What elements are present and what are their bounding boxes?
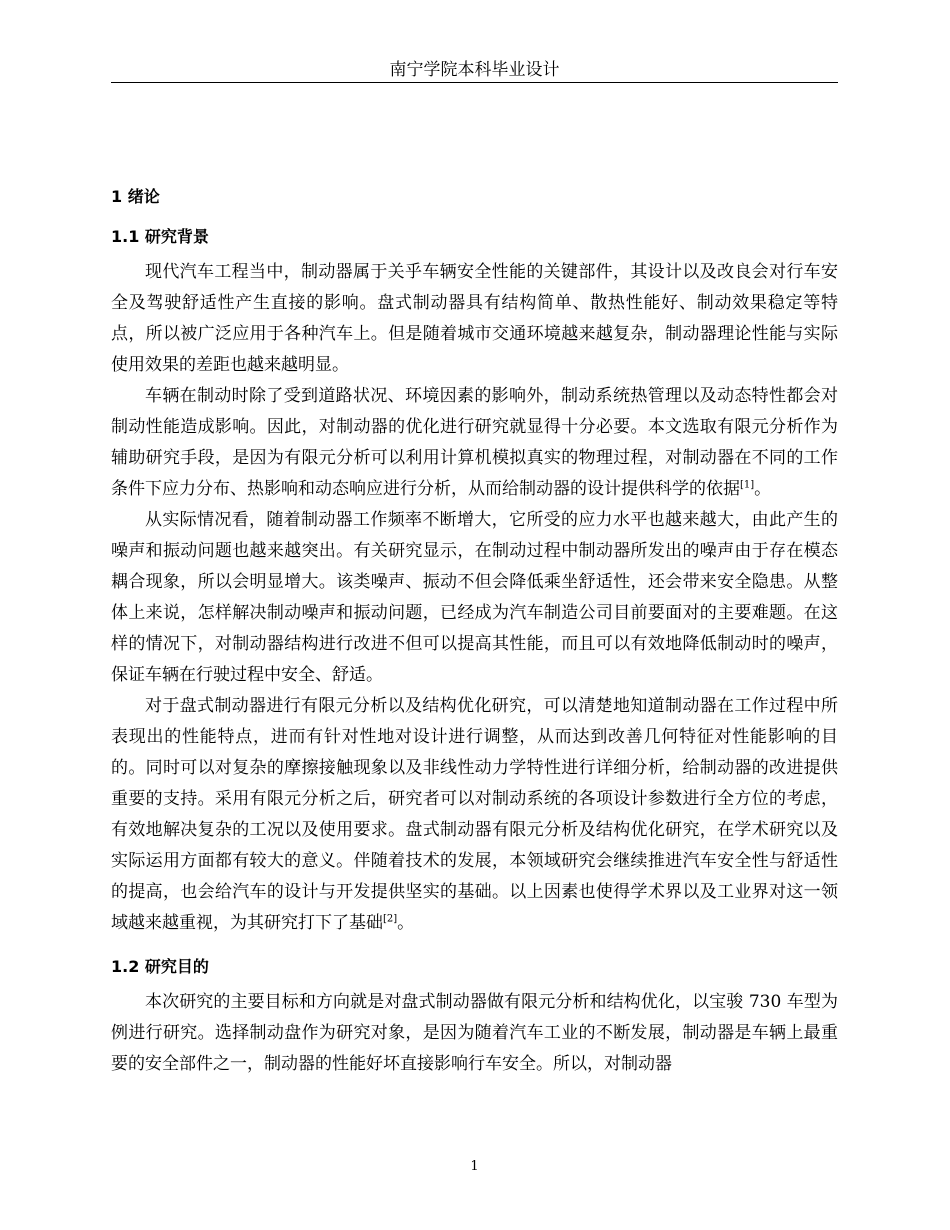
page-number: 1 <box>470 1159 479 1174</box>
document-body <box>111 177 838 1080</box>
paragraph-2-end: 。 <box>754 479 772 499</box>
page-header: 南宁学院本科毕业设计 <box>389 60 560 80</box>
paragraph-2-text: 车辆在制动时除了受到道路状况、环境因素的影响外，制动系统热管理以及动态特性都会对制动性能造成影响。因此，对制动器的优化进行研究就显得十分必要。本文选取有限元分析作为辅助研究手段，是因为有限元分析可以利用计算机模拟真实的物理过程，对制动器在不同的工作条件下应力分布、热影响和动态响应进行分析，从而给制动器的设计提供科学的依据 <box>111 386 838 499</box>
section-title-research-purpose: 1.2 研究目的 <box>111 957 209 976</box>
paragraph-4-text: 对于盘式制动器进行有限元分析以及结构优化研究，可以清楚地知道制动器在工作过程中所表现出的性能特点，进而有针对性地对设计进行调整，从而达到改善几何特征对性能影响的目的。同时可以对复杂的摩擦接触现象以及非线性动力学特性进行详细分析，给制动器的改进提供重要的支持。采用有限元分析之后，研究者可以对制动系统的各项设计参数进行全方位的考虑，有效地解决复杂的工况以及使用要求。盘式制动器有限元分析及结构优化研究，在学术研究以及实际运用方面都有较大的意义。伴随着技术的发展，本领域研究会继续推进汽车安全性与舒适性的提高，也会给汽车的设计与开发提供坚实的基础。以上因素也使得学术界以及工业界对这一领域越来越重视，为其研究打下了基础 <box>111 696 838 933</box>
header-divider <box>111 82 838 83</box>
chapter-title: 1 绪论 <box>111 187 160 206</box>
citation-2: [2] <box>383 913 398 925</box>
paragraph-2 <box>111 381 838 505</box>
paragraph-4-end: 。 <box>397 913 415 933</box>
citation-1: [1] <box>740 479 755 491</box>
paragraph-1 <box>111 257 838 381</box>
paragraph-1-text: 现代汽车工程当中，制动器属于关乎车辆安全性能的关键部件，其设计以及改良会对行车安全及驾驶舒适性产生直接的影响。盘式制动器具有结构简单、散热性能好、制动效果稳定等特点，所以被广泛应用于各种汽车上。但是随着城市交通环境越来越复杂，制动器理论性能与实际使用效果的差距也越来越明显。 <box>111 262 838 375</box>
paragraph-3-text: 从实际情况看，随着制动器工作频率不断增大，它所受的应力水平也越来越大，由此产生的噪声和振动问题也越来越突出。有关研究显示，在制动过程中制动器所发出的噪声由于存在模态耦合现象，所以会明显增大。该类噪声、振动不但会降低乘坐舒适性，还会带来安全隐患。从整体上来说，怎样解决制动噪声和振动问题，已经成为汽车制造公司目前要面对的主要难题。在这样的情况下，对制动器结构进行改进不但可以提高其性能，而且可以有效地降低制动时的噪声，保证车辆在行驶过程中安全、舒适。 <box>111 510 838 685</box>
paragraph-5-text: 本次研究的主要目标和方向就是对盘式制动器做有限元分析和结构优化，以宝骏 730 车型为例进行研究。选择制动盘作为研究对象，是因为随着汽车工业的不断发展，制动器是车辆上最重要的安全部件之一，制动器的性能好坏直接影响行车安全。所以，对制动器 <box>111 992 838 1074</box>
paragraph-5 <box>111 987 838 1080</box>
paragraph-3 <box>111 505 838 691</box>
section-title-research-background: 1.1 研究背景 <box>111 227 209 246</box>
paragraph-4 <box>111 691 838 939</box>
